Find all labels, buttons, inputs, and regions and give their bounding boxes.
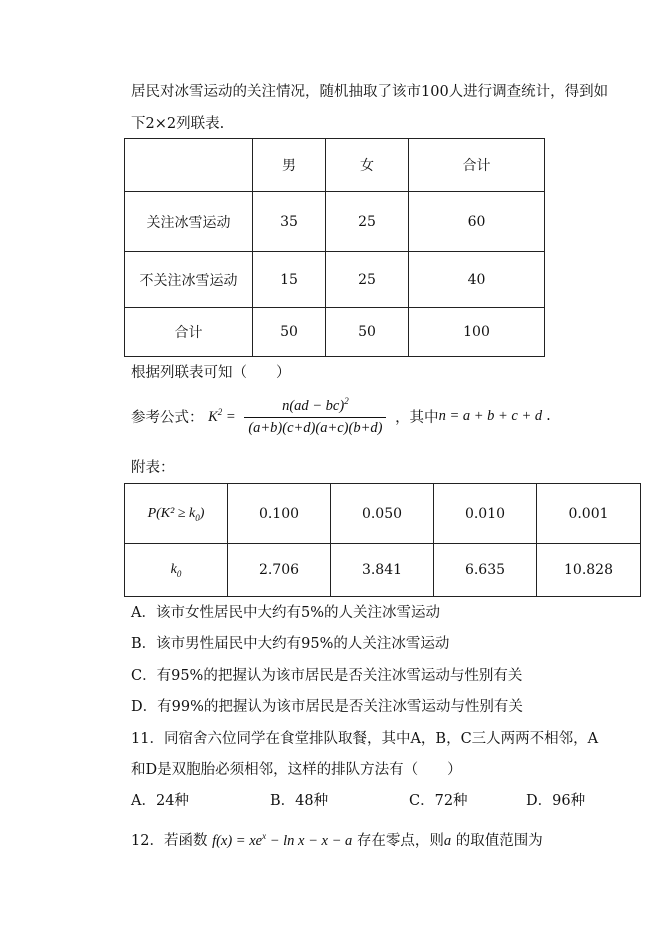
choice-b: B．48种: [270, 793, 329, 809]
table-row: [125, 252, 545, 308]
choice-c: C．72种: [409, 793, 468, 809]
question-11-line-1: 11．同宿舍六位同学在食堂排队取餐，其中A，B，C三人两两不相邻，A: [131, 731, 599, 747]
table-cell: [125, 139, 253, 192]
choice-a: A．24种: [131, 793, 189, 809]
q12-variable: a: [443, 832, 452, 849]
q12-prefix: 12．若函数: [131, 832, 208, 849]
question-11-line-2: 和D是双胞胎必须相邻，这样的排队方法有（ ）: [131, 762, 462, 778]
table-cell: 25: [326, 252, 409, 308]
formula-tail-prefix: ，其中: [395, 409, 439, 426]
formula-denominator: (a+b)(c+d)(a+c)(b+d): [248, 419, 383, 436]
table-row: [125, 139, 545, 192]
option-a: A．该市女性居民中大约有5%的人关注冰雪运动: [131, 605, 440, 621]
question-stem: 根据列联表可知（ ）: [131, 365, 291, 381]
formula-tail-expr: n = a + b + c + d: [438, 407, 543, 424]
critical-value-table: [124, 483, 641, 597]
table-cell: 25: [326, 192, 409, 252]
table-row: [125, 308, 545, 357]
table-row: [125, 484, 641, 544]
q12-suffix: 存在零点，则: [356, 832, 444, 849]
appendix-label: 附表：: [131, 460, 175, 476]
table-cell: 0.100: [228, 484, 331, 544]
contingency-table: [124, 138, 545, 357]
table-cell: 50: [326, 308, 409, 357]
formula-lhs: $K^2$ =: [208, 407, 236, 425]
table-cell: 0.050: [331, 484, 434, 544]
intro-line-2: 下2×2列联表.: [131, 116, 225, 132]
intro-line-1: 居民对冰雪运动的关注情况，随机抽取了该市100人进行调查统计，得到如: [131, 84, 609, 100]
table-cell: 10.828: [537, 544, 641, 597]
option-c: C．有95%的把握认为该市居民是否关注冰雪运动与性别有关: [131, 668, 523, 684]
table-cell: 3.841: [331, 544, 434, 597]
table-row-label: 关注冰雪运动: [125, 192, 253, 252]
formula-label: 参考公式：: [131, 409, 204, 426]
q12-end: 的取值范围为: [451, 832, 543, 849]
table-cell: 100: [409, 308, 545, 357]
reference-formula: [131, 396, 551, 437]
formula-fraction: [244, 396, 386, 437]
option-d: D．有99%的把握认为该市居民是否关注冰雪运动与性别有关: [131, 699, 523, 715]
table-cell: 0.010: [434, 484, 537, 544]
choice-d: D．96种: [526, 793, 586, 809]
option-b: B．该市男性届民中大约有95%的人关注冰雪运动: [131, 636, 450, 652]
table-row-label: $k_0$: [125, 544, 228, 597]
table-cell: 50: [253, 308, 326, 357]
table-cell: 35: [253, 192, 326, 252]
table-cell: 60: [409, 192, 545, 252]
table-cell: 6.635: [434, 544, 537, 597]
question-12: [131, 826, 543, 851]
table-row: [125, 192, 545, 252]
table-row-label: 合计: [125, 308, 253, 357]
table-cell: 40: [409, 252, 545, 308]
table-cell: 0.001: [537, 484, 641, 544]
table-cell: 2.706: [228, 544, 331, 597]
formula-tail-end: .: [546, 408, 551, 425]
table-header-cell: 合计: [409, 139, 545, 192]
table-cell: 15: [253, 252, 326, 308]
table-header-cell: 男: [253, 139, 326, 192]
q12-function: $f(x) = xe^x - \ln x - x - a$: [212, 831, 353, 849]
table-row: [125, 544, 641, 597]
table-header-cell: 女: [326, 139, 409, 192]
formula-numerator: n(ad − bc)$^2$: [244, 396, 386, 418]
table-row-label: 不关注冰雪运动: [125, 252, 253, 308]
table-row-label: $P(K^2 \ge k_0)$: [125, 484, 228, 544]
